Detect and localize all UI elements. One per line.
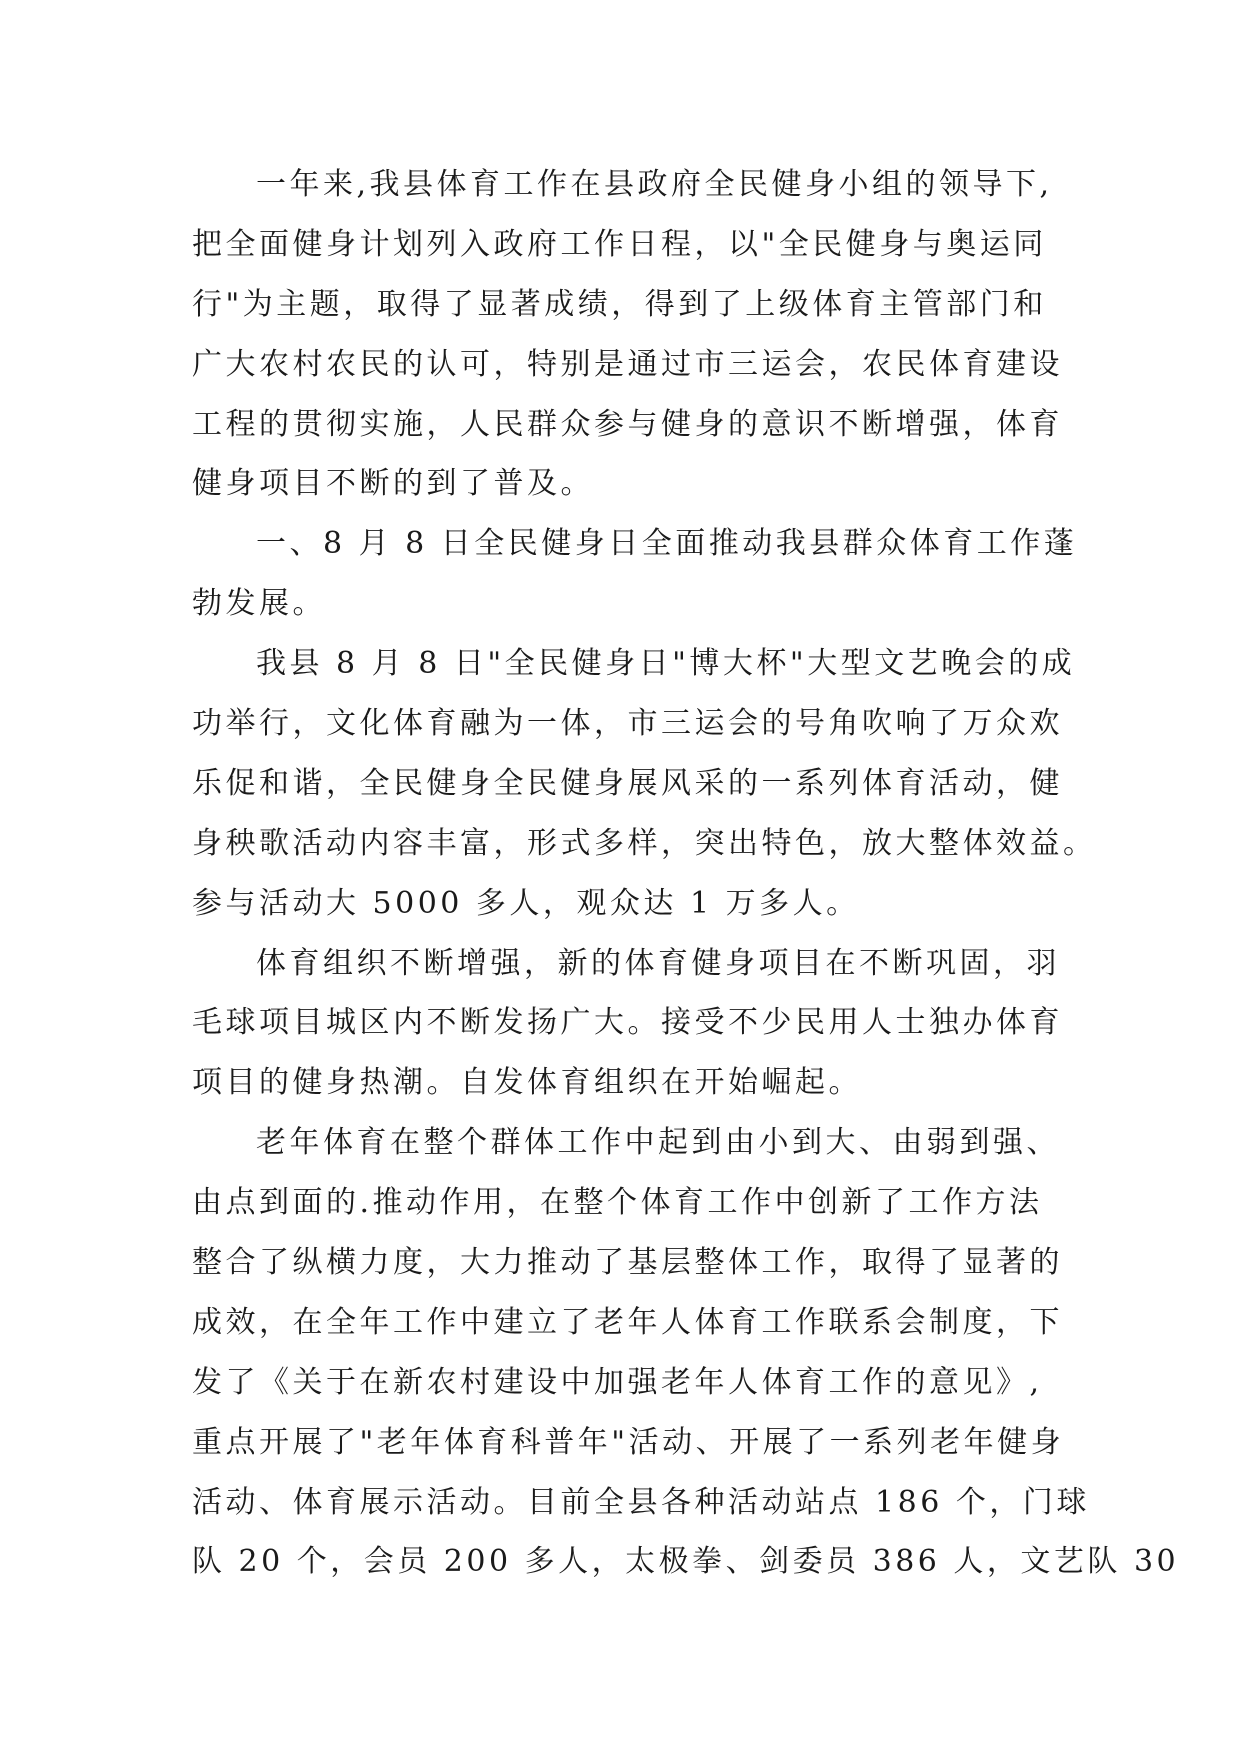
paragraph-line: 广大农村农民的认可，特别是通过市三运会，农民体育建设 — [192, 346, 1063, 382]
paragraph-line: 工程的贯彻实施，人民群众参与健身的意识不断增强，体育 — [192, 406, 1063, 442]
paragraph-line: 行"为主题，取得了显著成绩，得到了上级体育主管部门和 — [192, 286, 1047, 322]
section-heading-line: 勃发展。 — [192, 586, 326, 622]
paragraph-line: 重点开展了"老年体育科普年"活动、开展了一系列老年健身 — [192, 1424, 1065, 1460]
paragraph-line: 我县 8 月 8 日"全民健身日"博大杯"大型文艺晚会的成 — [256, 646, 1076, 682]
paragraph-line: 活动、体育展示活动。目前全县各种活动站点 186 个，门球 — [192, 1484, 1090, 1520]
paragraph-line: 队 20 个，会员 200 多人，太极拳、剑委员 386 人，文艺队 30 — [192, 1544, 1180, 1580]
paragraph-line: 发了《关于在新农村建设中加强老年人体育工作的意见》, — [192, 1364, 1043, 1400]
paragraph-line: 成效，在全年工作中建立了老年人体育工作联系会制度，下 — [192, 1304, 1063, 1340]
paragraph-line: 项目的健身热潮。自发体育组织在开始崛起。 — [192, 1065, 862, 1101]
paragraph-line: 乐促和谐，全民健身全民健身展风采的一系列体育活动，健 — [192, 765, 1063, 801]
paragraph-line: 老年体育在整个群体工作中起到由小到大、由弱到强、 — [256, 1125, 1060, 1161]
paragraph-line: 由点到面的.推动作用，在整个体育工作中创新了工作方法 — [192, 1185, 1043, 1221]
paragraph-line: 一年来,我县体育工作在县政府全民健身小组的领导下, — [256, 167, 1053, 202]
paragraph-line: 毛球项目城区内不断发扬广大。接受不少民用人士独办体育 — [192, 1005, 1063, 1041]
paragraph-line: 把全面健身计划列入政府工作日程，以"全民健身与奥运同 — [192, 226, 1047, 262]
document-body — [192, 155, 1180, 1592]
paragraph-line: 身秧歌活动内容丰富，形式多样，突出特色，放大整体效益。 — [192, 825, 1097, 861]
paragraph-line: 参与活动大 5000 多人，观众达 1 万多人。 — [192, 885, 860, 921]
section-heading-line: 一、8 月 8 日全民健身日全面推动我县群众体育工作蓬 — [256, 526, 1078, 562]
paragraph-line: 功举行，文化体育融为一体，市三运会的号角吹响了万众欢 — [192, 706, 1063, 742]
paragraph-line: 体育组织不断增强，新的体育健身项目在不断巩固，羽 — [256, 945, 1060, 981]
paragraph-line: 整合了纵横力度，大力推动了基层整体工作，取得了显著的 — [192, 1245, 1063, 1281]
paragraph-line: 健身项目不断的到了普及。 — [192, 466, 594, 502]
